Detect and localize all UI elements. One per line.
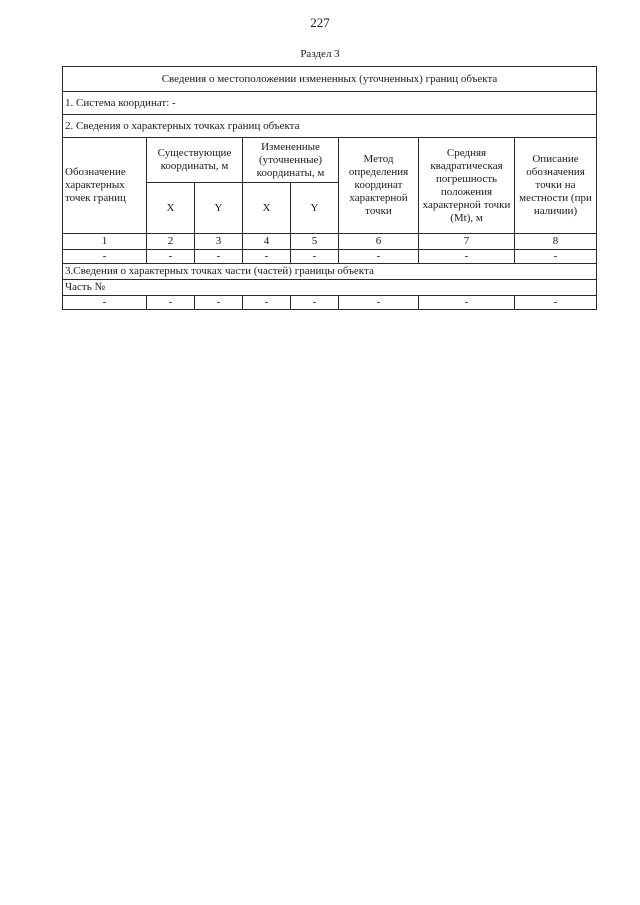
part-section-title: 3.Сведения о характерных точках части (частей) границы объекта (63, 264, 597, 280)
header-y-existing: Y (195, 183, 243, 234)
table-cell: - (195, 296, 243, 310)
points-section-row (63, 115, 597, 138)
column-number: 5 (291, 234, 339, 250)
table-cell: - (419, 250, 515, 264)
table-cell: - (195, 250, 243, 264)
column-number: 3 (195, 234, 243, 250)
header-designation: Обозначение характерных точек границ (63, 138, 147, 234)
part-section-row (63, 264, 597, 280)
table-title: Сведения о местоположении измененных (уточненных) границ объекта (63, 67, 597, 92)
column-number: 8 (515, 234, 597, 250)
part-label-row (63, 280, 597, 296)
table-cell: - (515, 296, 597, 310)
header-description: Описание обозначения точки на местности (при наличии) (515, 138, 597, 234)
table-cell: - (339, 296, 419, 310)
header-x-existing: X (147, 183, 195, 234)
table-cell: - (63, 250, 147, 264)
column-number: 7 (419, 234, 515, 250)
table-title-row (63, 67, 597, 92)
column-number: 6 (339, 234, 419, 250)
table-cell: - (291, 250, 339, 264)
table-cell: - (147, 250, 195, 264)
table-cell: - (339, 250, 419, 264)
table-row (63, 296, 597, 310)
table-cell: - (419, 296, 515, 310)
table-cell: - (515, 250, 597, 264)
header-y-changed: Y (291, 183, 339, 234)
header-changed: Измененные (уточненные) координаты, м (243, 138, 339, 183)
table-cell: - (291, 296, 339, 310)
page-number: 227 (310, 15, 330, 30)
column-numbers-row (63, 234, 597, 250)
section-title: Раздел 3 (300, 48, 340, 60)
table-row (63, 250, 597, 264)
header-row-1 (63, 138, 597, 183)
part-label: Часть № (63, 280, 597, 296)
column-number: 4 (243, 234, 291, 250)
header-error: Средняя квадратическая погрешность положения характерной точки (Мt), м (419, 138, 515, 234)
coord-system-row (63, 92, 597, 115)
table-cell: - (147, 296, 195, 310)
table-cell: - (63, 296, 147, 310)
boundary-table (62, 66, 597, 310)
table-cell: - (243, 250, 291, 264)
table-cell: - (243, 296, 291, 310)
coord-system: 1. Система координат: - (63, 92, 597, 115)
header-method: Метод определения координат характерной точки (339, 138, 419, 234)
column-number: 1 (63, 234, 147, 250)
header-x-changed: X (243, 183, 291, 234)
points-section-title: 2. Сведения о характерных точках границ объекта (63, 115, 597, 138)
column-number: 2 (147, 234, 195, 250)
header-existing: Существующие координаты, м (147, 138, 243, 183)
